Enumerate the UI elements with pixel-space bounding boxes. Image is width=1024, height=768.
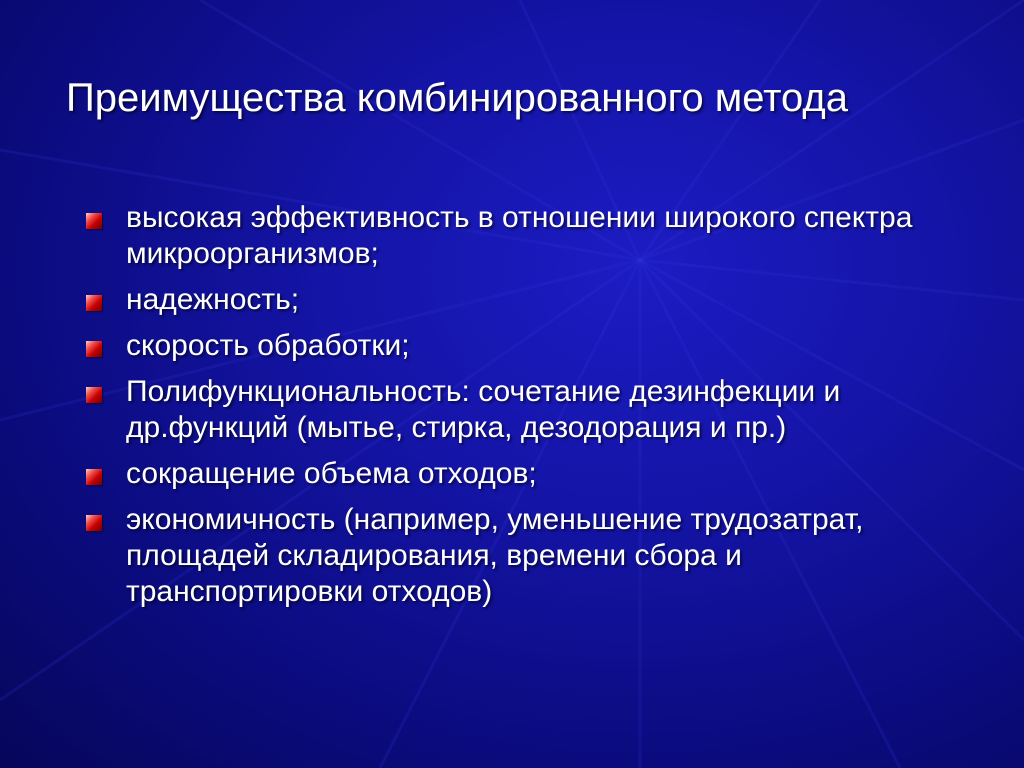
slide-title: Преимущества комбинированного метода: [66, 76, 848, 120]
list-item: [86, 328, 946, 364]
list-item: [86, 200, 946, 272]
list-item: [86, 282, 946, 318]
bullet-text: скорость обработки;: [126, 329, 410, 362]
red-square-bullet-icon: [86, 213, 102, 229]
red-square-bullet-icon: [86, 469, 102, 485]
red-square-bullet-icon: [86, 515, 102, 531]
list-item: [86, 456, 946, 492]
red-square-bullet-icon: [86, 341, 102, 357]
bullet-list: [86, 200, 946, 620]
bullet-text: надежность;: [126, 283, 300, 316]
list-item: [86, 502, 946, 610]
list-item: [86, 374, 946, 446]
bullet-text: высокая эффективность в отношении широкого спектра микроорганизмов;: [126, 201, 913, 270]
bullet-text: экономичность (например, уменьшение трудозатрат, площадей складирования, времени сбора и транспортировки отходов): [126, 503, 864, 608]
bullet-text: сокращение объема отходов;: [126, 457, 537, 490]
red-square-bullet-icon: [86, 387, 102, 403]
bullet-text: Полифункциональность: сочетание дезинфекции и др.функций (мытье, стирка, дезодорация и пр.): [126, 375, 841, 444]
red-square-bullet-icon: [86, 295, 102, 311]
